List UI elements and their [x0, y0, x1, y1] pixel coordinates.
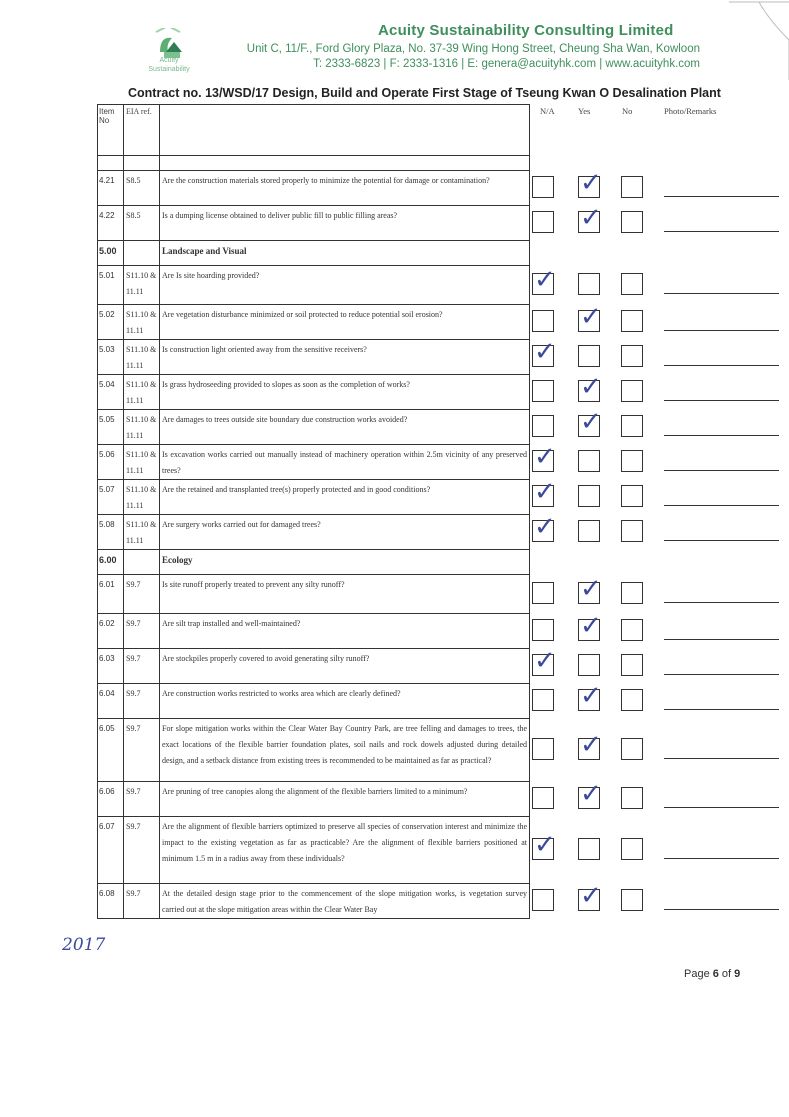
remarks-line[interactable] [664, 639, 779, 640]
checkbox-no[interactable] [621, 450, 643, 472]
item-number: 5.02 [98, 305, 124, 339]
eia-ref: S11.10 & 11.11 [124, 445, 160, 479]
eia-ref: S11.10 & 11.11 [124, 305, 160, 339]
eia-ref: S9.7 [124, 884, 160, 918]
eia-ref: S9.7 [124, 614, 160, 648]
item-no-header: Item No [98, 105, 124, 155]
tick-mark-icon: ✓ [534, 830, 556, 860]
checkbox-yes[interactable] [578, 520, 600, 542]
eia-ref: S11.10 & 11.11 [124, 340, 160, 374]
item-number: 6.06 [98, 782, 124, 816]
item-number: 4.22 [98, 206, 124, 240]
item-number: 6.03 [98, 649, 124, 683]
question-text: Are pruning of tree canopies along the alignment of the flexible barriers limited to a minimum? [162, 787, 468, 796]
checkbox-yes[interactable] [578, 345, 600, 367]
question-text: Are vegetation disturbance minimized or soil protected to reduce potential soil erosion? [162, 310, 443, 319]
eia-ref: S11.10 & 11.11 [124, 410, 160, 444]
tick-mark-icon: ✓ [580, 881, 602, 911]
question-text: Are silt trap installed and well-maintained? [162, 619, 301, 628]
tick-mark-icon: ✓ [580, 168, 602, 198]
table-row [98, 206, 529, 241]
remarks-line[interactable] [664, 602, 779, 603]
checkbox-yes[interactable] [578, 654, 600, 676]
checkbox-no[interactable] [621, 485, 643, 507]
table-row [98, 719, 529, 782]
eia-ref: S9.7 [124, 782, 160, 816]
eia-ref: S9.7 [124, 575, 160, 613]
checkbox-na[interactable] [532, 787, 554, 809]
checkbox-na[interactable] [532, 380, 554, 402]
checkbox-no[interactable] [621, 380, 643, 402]
tick-mark-icon: ✓ [580, 681, 602, 711]
item-number: 5.06 [98, 445, 124, 479]
checkbox-na[interactable] [532, 415, 554, 437]
table-row [98, 266, 529, 305]
table-row [98, 340, 529, 375]
item-number: 4.21 [98, 171, 124, 205]
page-total: 9 [734, 968, 741, 980]
checkbox-na[interactable] [532, 619, 554, 641]
remarks-line[interactable] [664, 365, 779, 366]
table-row [98, 614, 529, 649]
section-row [98, 241, 529, 266]
tick-mark-icon: ✓ [580, 302, 602, 332]
eia-ref: S11.10 & 11.11 [124, 480, 160, 514]
checkbox-na[interactable] [532, 582, 554, 604]
item-number: 5.04 [98, 375, 124, 409]
remarks-line[interactable] [664, 330, 779, 331]
col-yes-header: Yes [578, 106, 591, 116]
question-text: Are the alignment of flexible barriers optimized to preserve all species of conservation interest and minimize the impact to the existing vegetation as far as practicable? Are the alignment of flexible barriers positioned at minimum 1.5 m in a radius away from these individuals? [162, 822, 527, 863]
remarks-line[interactable] [664, 505, 779, 506]
eia-ref: S11.10 & 11.11 [124, 266, 160, 304]
checkbox-no[interactable] [621, 787, 643, 809]
checkbox-no[interactable] [621, 619, 643, 641]
section-title: Landscape and Visual [162, 246, 247, 256]
eia-ref [124, 241, 160, 265]
section-title: Ecology [162, 555, 193, 565]
section-row [98, 550, 529, 575]
logo-caption-line1: Acuity [159, 57, 179, 64]
eia-ref: S11.10 & 11.11 [124, 375, 160, 409]
tick-mark-icon: ✓ [580, 574, 602, 604]
tick-mark-icon: ✓ [534, 265, 556, 295]
checkbox-no[interactable] [621, 176, 643, 198]
checkbox-no[interactable] [621, 689, 643, 711]
table-header [98, 105, 529, 156]
handwritten-note: 2017 [62, 935, 106, 955]
item-number: 5.07 [98, 480, 124, 514]
item-number: 5.03 [98, 340, 124, 374]
table-row [98, 480, 529, 515]
remarks-line[interactable] [664, 196, 779, 197]
table-row [98, 782, 529, 817]
page-current: 6 [712, 968, 719, 980]
table-row [98, 649, 529, 684]
company-address: Unit C, 11/F., Ford Glory Plaza, No. 37-39 Wing Hong Street, Cheung Sha Wan, Kowloon [246, 43, 700, 55]
checkbox-no[interactable] [621, 345, 643, 367]
eia-ref: S9.7 [124, 817, 160, 883]
checkbox-no[interactable] [621, 889, 643, 911]
table-row [98, 171, 529, 206]
remarks-line[interactable] [664, 231, 779, 232]
item-number: 6.02 [98, 614, 124, 648]
checkbox-na[interactable] [532, 176, 554, 198]
remarks-line[interactable] [664, 400, 779, 401]
checkbox-no[interactable] [621, 273, 643, 295]
tick-mark-icon: ✓ [580, 372, 602, 402]
remarks-line[interactable] [664, 909, 779, 910]
checkbox-na[interactable] [532, 310, 554, 332]
remarks-line[interactable] [664, 540, 779, 541]
question-text: For slope mitigation works within the Clear Water Bay Country Park, are tree felling and damages to trees, the exact locations of the flexible barrier foundation plates, soil nails and rock dowels adjusted during detailed design, and a setback distance from existing trees is recommended to be maintained as far as practical? [162, 724, 527, 765]
tick-mark-icon: ✓ [580, 611, 602, 641]
eia-ref [124, 550, 160, 574]
question-text: Are the construction materials stored properly to minimize the potential for damage or contamination? [162, 176, 490, 185]
company-name: Acuity Sustainability Consulting Limited [378, 22, 674, 39]
page-sep: of [718, 968, 735, 980]
tick-mark-icon: ✓ [580, 407, 602, 437]
tick-mark-icon: ✓ [580, 779, 602, 809]
checkbox-no[interactable] [621, 838, 643, 860]
eia-ref: S9.7 [124, 649, 160, 683]
remarks-line[interactable] [664, 470, 779, 471]
question-text: Are construction works restricted to works area which are clearly defined? [162, 689, 401, 698]
item-number: 6.01 [98, 575, 124, 613]
page-prefix: Page [684, 968, 713, 980]
question-text: Is excavation works carried out manually instead of machinery operation within 2.5m vicinity of any preserved trees? [162, 450, 527, 475]
question-header [160, 105, 529, 155]
tick-mark-icon: ✓ [534, 512, 556, 542]
checkbox-yes[interactable] [578, 450, 600, 472]
table-spacer-row [98, 156, 529, 171]
item-number: 6.05 [98, 719, 124, 781]
question-text: Is construction light oriented away from the sensitive receivers? [162, 345, 367, 354]
question-text: Are the retained and transplanted tree(s) properly protected and in good conditions? [162, 485, 431, 494]
checkbox-yes[interactable] [578, 485, 600, 507]
item-number: 6.00 [98, 550, 124, 574]
table-row [98, 445, 529, 480]
question-text: Is a dumping license obtained to deliver public fill to public filling areas? [162, 211, 398, 220]
remarks-line[interactable] [664, 709, 779, 710]
eia-ref-header: EIA ref. [124, 105, 160, 155]
question-text: Are damages to trees outside site boundary due construction works avoided? [162, 415, 408, 424]
item-number: 6.04 [98, 684, 124, 718]
item-number: 5.08 [98, 515, 124, 549]
eia-ref: S8.5 [124, 206, 160, 240]
eia-ref: S9.7 [124, 684, 160, 718]
remarks-line[interactable] [664, 435, 779, 436]
remarks-line[interactable] [664, 858, 779, 859]
question-text: Are Is site hoarding provided? [162, 271, 260, 280]
company-contact: T: 2333-6823 | F: 2333-1316 | E: genera@acuityhk.com | www.acuityhk.com [313, 58, 700, 70]
checkbox-no[interactable] [621, 310, 643, 332]
checkbox-na[interactable] [532, 211, 554, 233]
checkbox-no[interactable] [621, 415, 643, 437]
checkbox-na[interactable] [532, 889, 554, 911]
checkbox-yes[interactable] [578, 838, 600, 860]
item-number: 5.01 [98, 266, 124, 304]
table-row [98, 817, 529, 884]
checkbox-no[interactable] [621, 738, 643, 760]
checkbox-yes[interactable] [578, 273, 600, 295]
checkbox-no[interactable] [621, 582, 643, 604]
page-corner-fold-icon [729, 0, 789, 90]
logo-caption-line2: Sustainability [148, 66, 190, 73]
tick-mark-icon: ✓ [534, 646, 556, 676]
item-number: 6.08 [98, 884, 124, 918]
tick-mark-icon: ✓ [534, 337, 556, 367]
item-number: 6.07 [98, 817, 124, 883]
eia-ref: S8.5 [124, 171, 160, 205]
question-text: Are stockpiles properly covered to avoid generating silty runoff? [162, 654, 370, 663]
checkbox-no[interactable] [621, 211, 643, 233]
checklist-table [97, 104, 530, 919]
checkbox-na[interactable] [532, 738, 554, 760]
logo-caption [134, 56, 204, 74]
tick-mark-icon: ✓ [580, 730, 602, 760]
col-na-header: N/A [540, 106, 555, 116]
item-number: 5.00 [98, 241, 124, 265]
tick-mark-icon: ✓ [534, 477, 556, 507]
checkbox-na[interactable] [532, 689, 554, 711]
remarks-line[interactable] [664, 293, 779, 294]
eia-ref: S11.10 & 11.11 [124, 515, 160, 549]
question-text: Are surgery works carried out for damaged trees? [162, 520, 321, 529]
table-row [98, 305, 529, 340]
question-text: Is grass hydroseeding provided to slopes as soon as the completion of works? [162, 380, 410, 389]
remarks-line[interactable] [664, 807, 779, 808]
remarks-line[interactable] [664, 758, 779, 759]
table-row [98, 575, 529, 614]
table-row [98, 515, 529, 550]
eia-ref: S9.7 [124, 719, 160, 781]
item-number: 5.05 [98, 410, 124, 444]
col-no-header: No [622, 106, 633, 116]
tick-mark-icon: ✓ [534, 442, 556, 472]
col-remarks-header: Photo/Remarks [664, 106, 717, 116]
table-row [98, 375, 529, 410]
tick-mark-icon: ✓ [580, 203, 602, 233]
page-number [684, 968, 740, 980]
contract-title: Contract no. 13/WSD/17 Design, Build and Operate First Stage of Tseung Kwan O Desalination Plant [128, 86, 721, 100]
checkbox-no[interactable] [621, 520, 643, 542]
remarks-line[interactable] [664, 674, 779, 675]
checkbox-no[interactable] [621, 654, 643, 676]
question-text: At the detailed design stage prior to the commencement of the slope mitigation works, is vegetation survey carried out at the slope mitigation areas within the Clear Water Bay [162, 889, 527, 914]
question-text: Is site runoff properly treated to prevent any silty runoff? [162, 580, 345, 589]
table-row [98, 410, 529, 445]
table-row [98, 884, 529, 918]
table-row [98, 684, 529, 719]
